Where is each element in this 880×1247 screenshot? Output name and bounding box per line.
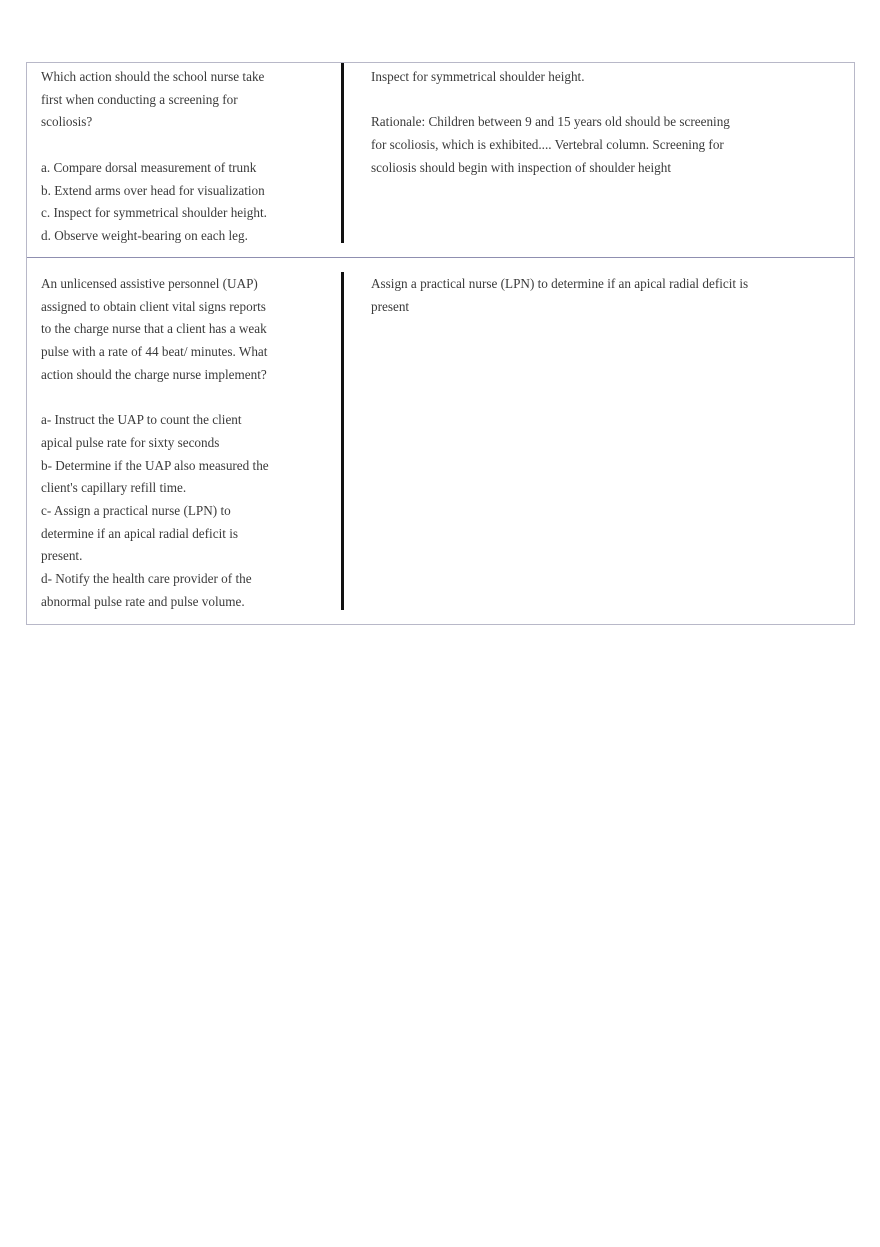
answer-option: d. Observe weight-bearing on each leg.	[41, 227, 248, 243]
spacer	[41, 134, 291, 157]
question-text	[41, 273, 291, 614]
answer-option: b. Extend arms over head for visualization	[41, 182, 265, 198]
answer-text	[371, 273, 771, 318]
flashcard-table	[26, 62, 855, 625]
correct-answer: Inspect for symmetrical shoulder height.	[371, 69, 585, 84]
question-line: scoliosis?	[41, 114, 93, 130]
answer-option: b- Determine if the UAP also measured the	[41, 457, 269, 473]
answer-option: present.	[41, 548, 83, 564]
question-line: assigned to obtain client vital signs reports	[41, 298, 266, 314]
rationale-line: Rationale: Children between 9 and 15 years old should be screening	[371, 114, 730, 130]
rationale-line: for scoliosis, which is exhibited.... Vertebral column. Screening for	[371, 137, 724, 153]
spacer	[41, 387, 291, 410]
answer-option: a- Instruct the UAP to count the client	[41, 412, 242, 428]
question-line: first when conducting a screening for	[41, 91, 238, 107]
answer-option: abnormal pulse rate and pulse volume.	[41, 593, 245, 609]
column-divider	[341, 272, 344, 610]
answer-option: c. Inspect for symmetrical shoulder height.	[41, 205, 267, 221]
answer-text	[371, 66, 771, 180]
rationale-line: scoliosis should begin with inspection of shoulder height	[371, 159, 671, 175]
answer-option: client's capillary refill time.	[41, 480, 187, 496]
answer-option: d- Notify the health care provider of the	[41, 571, 252, 587]
answer-option: determine if an apical radial deficit is	[41, 525, 238, 541]
correct-answer: present	[371, 298, 410, 314]
question-line: pulse with a rate of 44 beat/ minutes. What	[41, 344, 268, 360]
spacer	[371, 89, 771, 112]
question-line: An unlicensed assistive personnel (UAP)	[41, 276, 258, 291]
correct-answer: Assign a practical nurse (LPN) to determine if an apical radial deficit is	[371, 276, 749, 291]
column-divider	[341, 63, 344, 243]
flashcard-row	[27, 258, 854, 624]
question-line: Which action should the school nurse take	[41, 69, 265, 84]
flashcard-row	[27, 63, 854, 258]
answer-option: a. Compare dorsal measurement of trunk	[41, 159, 257, 175]
question-text	[41, 66, 291, 248]
question-line: to the charge nurse that a client has a weak	[41, 321, 267, 337]
question-line: action should the charge nurse implement?	[41, 366, 267, 382]
answer-option: c- Assign a practical nurse (LPN) to	[41, 503, 231, 519]
answer-option: apical pulse rate for sixty seconds	[41, 434, 220, 450]
